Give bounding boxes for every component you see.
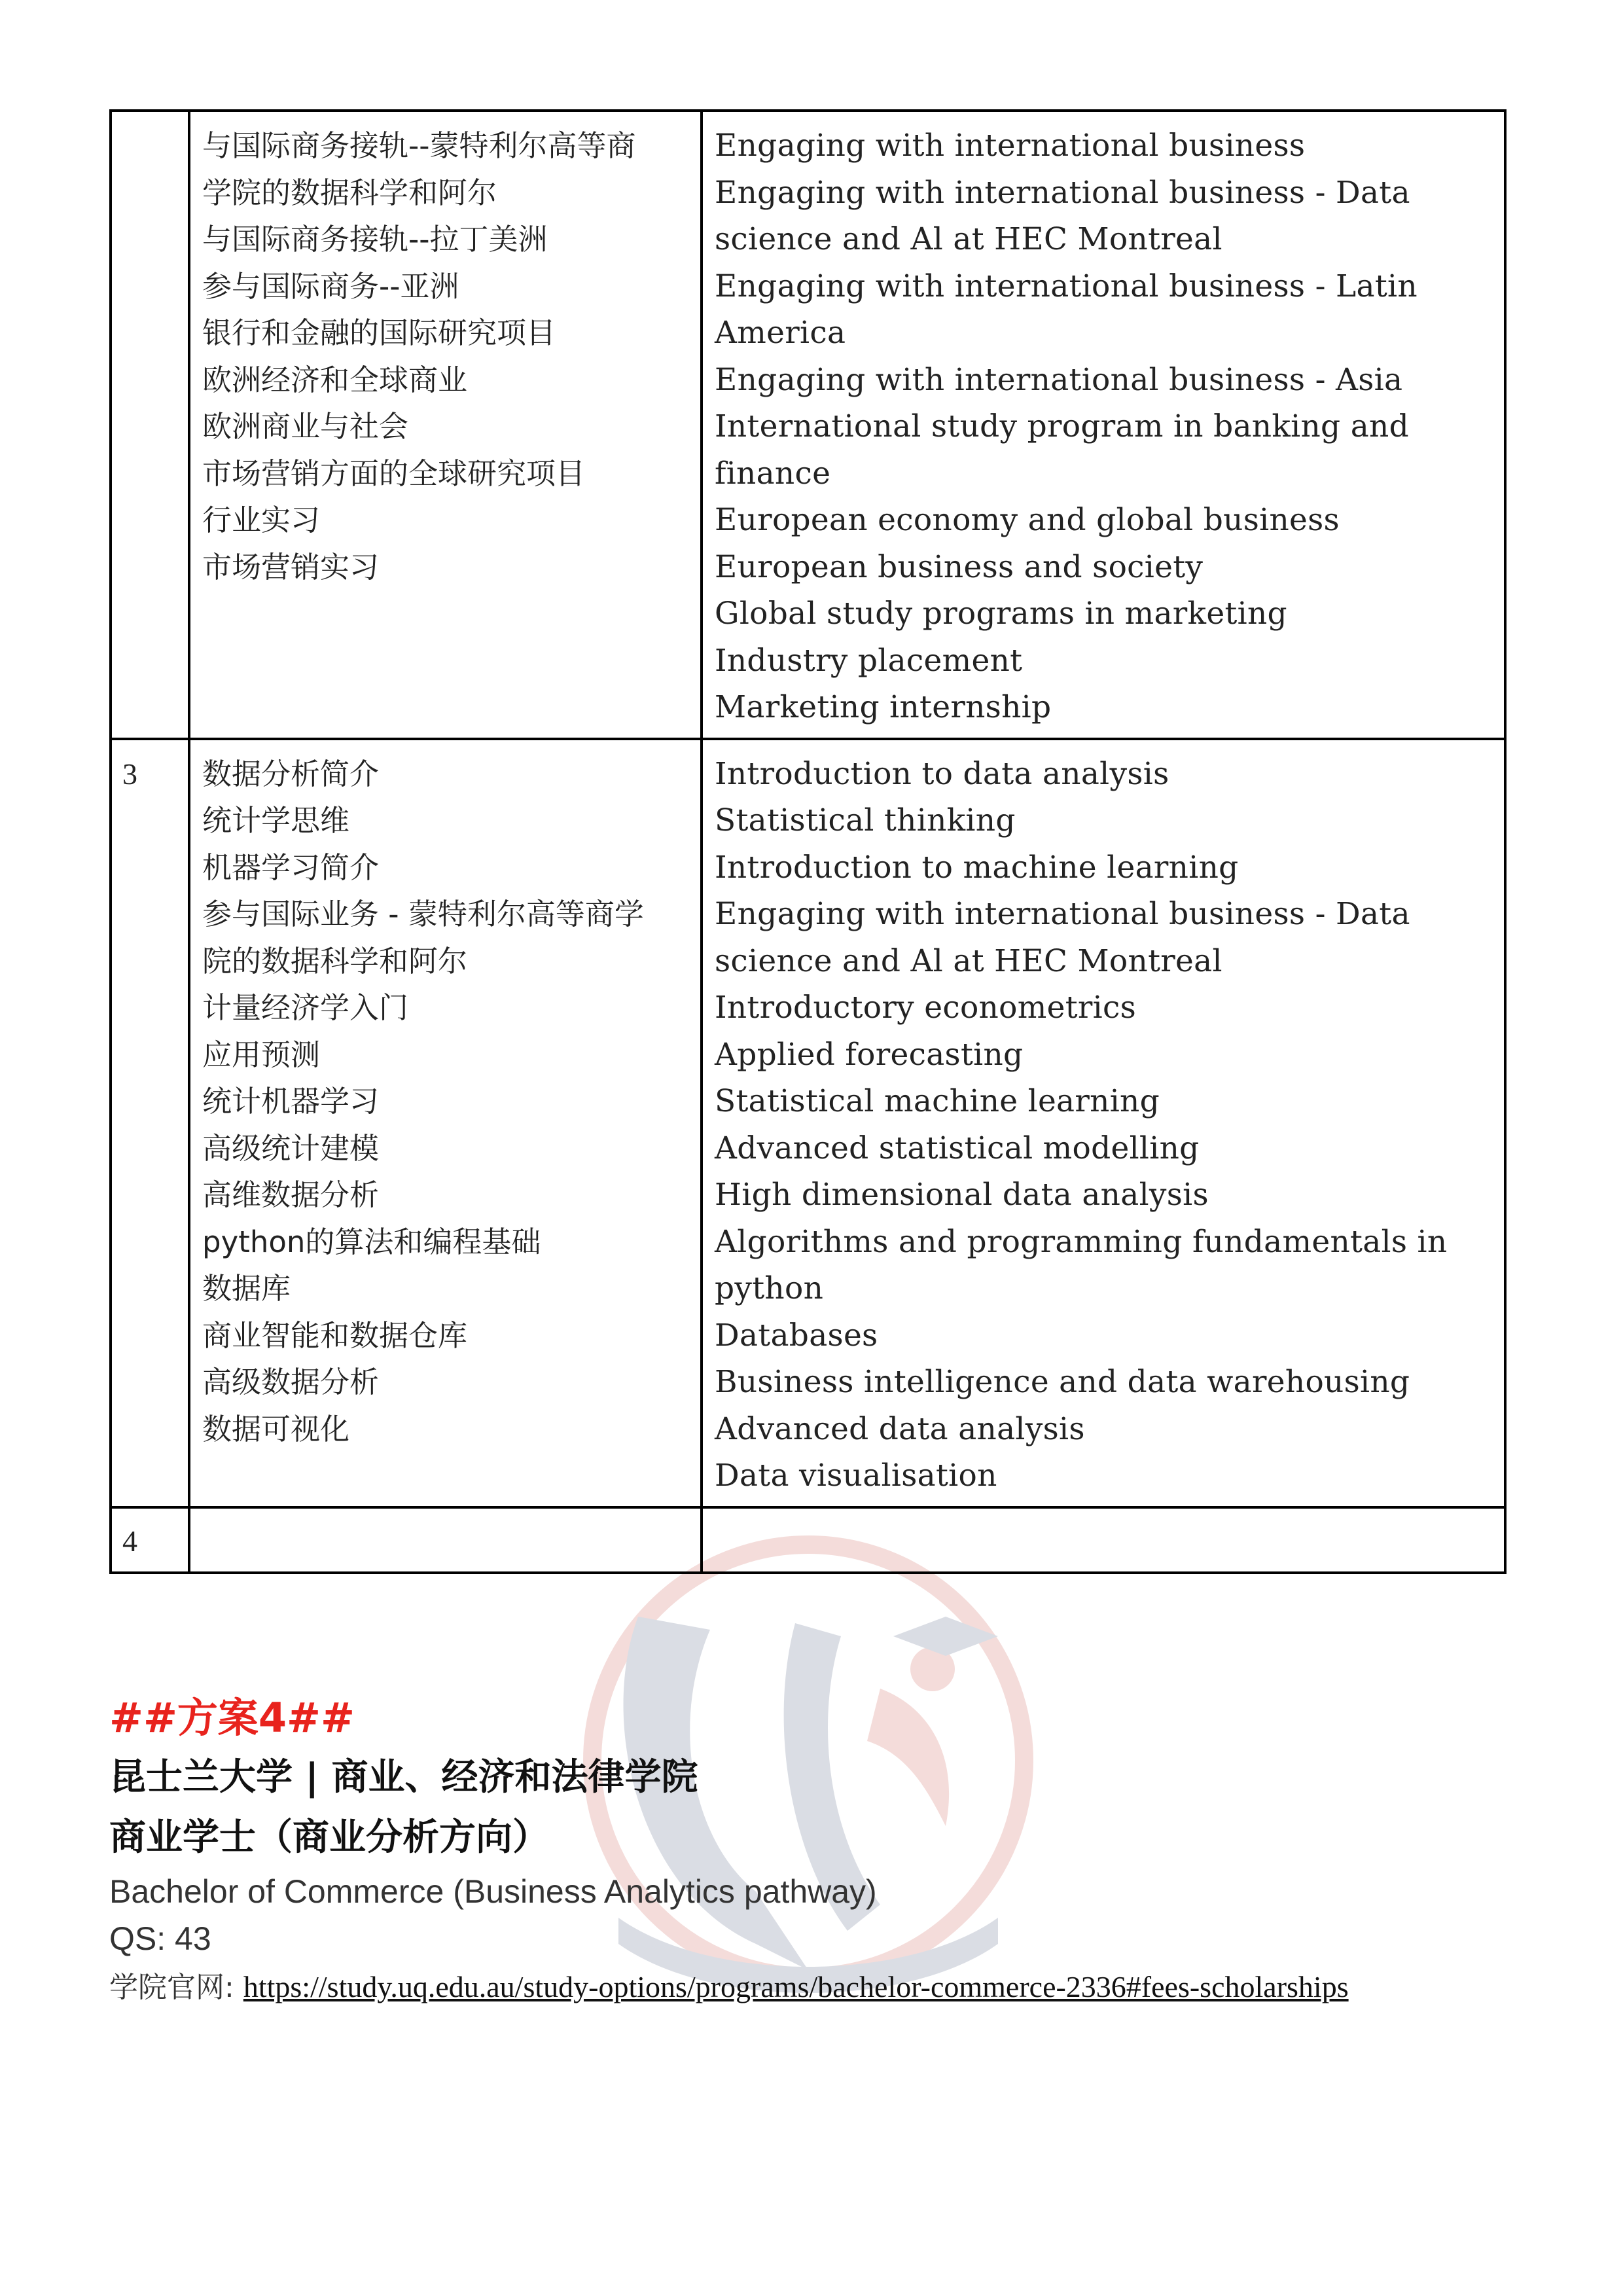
website-label: 学院官网: [109,1971,234,2004]
course-line: Applied forecasting [715,1036,1024,1073]
course-table [109,109,1507,1574]
course-line: European business and society [715,548,1204,585]
course-line: Introductory econometrics [715,990,1137,1026]
course-line: 欧洲经济和全球商业 [202,362,468,397]
course-line: 统计机器学习 [202,1084,380,1119]
year-cell: 4 [111,1507,189,1573]
course-line: Advanced statistical modelling [715,1130,1200,1166]
course-line: Statistical thinking [715,802,1016,838]
course-line: Engaging with international business - Data [715,896,1410,932]
course-line: 与国际商务接轨--拉丁美洲 [202,222,548,257]
course-line: European economy and global business [715,502,1340,538]
course-line: 数据分析简介 [202,756,380,791]
course-line: 统计学思维 [202,803,350,838]
qs-ranking: QS: 43 [109,1920,211,1957]
cn-course-list [189,739,702,1507]
course-line: Statistical machine learning [715,1083,1160,1119]
course-line: 数据库 [202,1271,291,1306]
degree-title-en: Bachelor of Commerce (Business Analytics pathway) [109,1873,877,1910]
website-link[interactable]: https://study.uq.edu.au/study-options/programs/bachelor-commerce-2336#fees-scholarships [243,1970,1349,2003]
course-line: Engaging with international business - Asia [715,361,1403,398]
en-course-list [702,739,1505,1507]
course-line: 机器学习简介 [202,850,380,885]
course-line: 高级数据分析 [202,1365,380,1399]
course-line: Data visualisation [715,1458,997,1494]
course-line: python [715,1270,824,1306]
cn-course-list [189,1507,702,1573]
degree-title-cn: 商业学士（商业分析方向） [109,1816,549,1859]
year-cell: 3 [111,739,189,1507]
course-line: Global study programs in marketing [715,596,1287,632]
course-line: Introduction to machine learning [715,849,1239,886]
course-line: 数据可视化 [202,1411,350,1446]
table-row [111,1507,1505,1573]
course-line: 行业实习 [202,503,321,537]
course-line: Business intelligence and data warehousing [715,1364,1410,1400]
course-line: Databases [715,1317,878,1354]
course-line: 计量经济学入门 [202,990,409,1025]
course-line: 高级统计建模 [202,1130,380,1166]
course-line: Engaging with international business - Latin [715,268,1418,304]
course-line: finance [715,455,831,492]
course-line: 应用预测 [202,1037,321,1072]
university-title: 昆士兰大学 | 商业、经济和法律学院 [109,1756,698,1799]
course-line: International study program in banking and [715,408,1409,444]
course-line: 高维数据分析 [202,1177,380,1212]
website-line [109,1962,1549,2011]
course-line: science and Al at HEC Montreal [715,942,1222,979]
course-line: 市场营销实习 [202,549,380,584]
course-line: Advanced data analysis [715,1410,1085,1447]
course-line: Engaging with international business - Data [715,174,1410,211]
year-cell [111,111,189,739]
cn-course-list [189,111,702,739]
course-line: Engaging with international business [715,128,1306,164]
plan-title: ##方案4## [109,1694,355,1742]
course-line: High dimensional data analysis [715,1177,1209,1213]
course-line: 商业智能和数据仓库 [202,1318,468,1353]
table-row [111,111,1505,739]
course-line: python的算法和编程基础 [202,1224,541,1259]
course-line: 市场营销方面的全球研究项目 [202,456,586,491]
course-line: America [715,315,846,351]
course-line: 欧洲商业与社会 [202,409,409,444]
course-line: 参与国际商务--亚洲 [202,268,459,304]
course-line: 参与国际业务 - 蒙特利尔高等商学 [202,897,644,931]
course-line: science and Al at HEC Montreal [715,221,1222,257]
course-line: 与国际商务接轨--蒙特利尔高等商 [202,128,636,163]
en-course-list [702,1507,1505,1573]
course-line: Introduction to data analysis [715,755,1169,792]
course-line: Industry placement [715,642,1023,679]
course-line: Marketing internship [715,689,1052,725]
course-line: 学院的数据科学和阿尔 [202,175,497,210]
course-line: 院的数据科学和阿尔 [202,943,468,978]
table-row [111,739,1505,1507]
course-line: 银行和金融的国际研究项目 [202,315,556,350]
en-course-list [702,111,1505,739]
course-line: Algorithms and programming fundamentals in [715,1223,1448,1260]
program-info [109,1689,1549,2011]
